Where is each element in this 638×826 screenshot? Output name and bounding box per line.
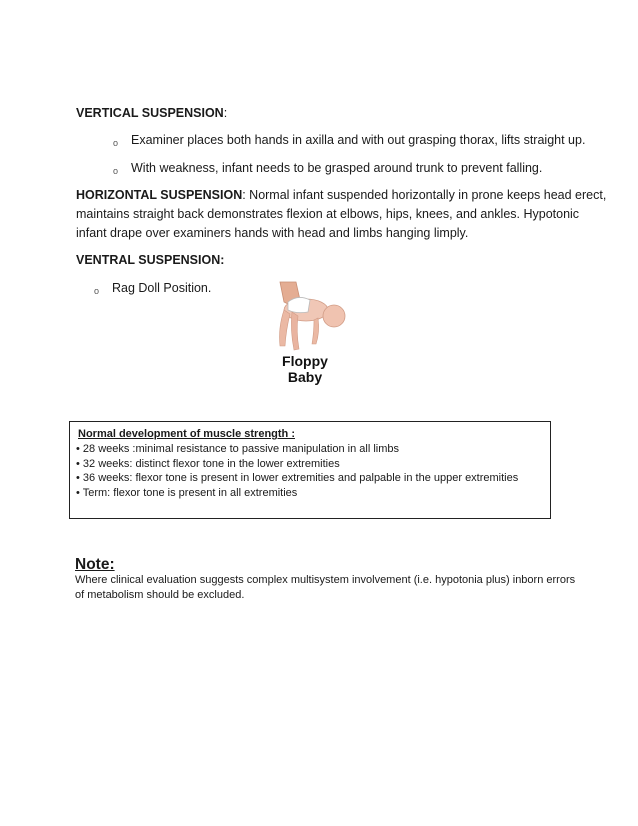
bullet-circle-icon: o — [94, 286, 100, 296]
horizontal-text-line-3: infant drape over examiners hands with head and limbs hanging limply. — [76, 226, 469, 240]
muscle-box-list — [76, 442, 546, 500]
list-item: • 28 weeks :minimal resistance to passive manipulation in all limbs — [76, 443, 399, 455]
floppy-baby-figure — [262, 280, 348, 390]
list-item: • 36 weeks: flexor tone is present in lower extremities and palpable in the upper extremities — [76, 472, 519, 484]
vertical-suspension-title — [76, 104, 227, 123]
horizontal-suspension-paragraph — [76, 186, 607, 243]
vertical-suspension-heading: VERTICAL SUSPENSION — [76, 106, 224, 120]
bullet-circle-icon: o — [113, 166, 119, 176]
vertical-bullet-1: Examiner places both hands in axilla and with out grasping thorax, lifts straight up. — [131, 133, 586, 147]
ventral-bullet-1: Rag Doll Position. — [112, 281, 212, 295]
list-item: • 32 weeks: distinct flexor tone in the lower extremities — [76, 457, 340, 470]
list-item: • Term: flexor tone is present in all extremities — [76, 486, 298, 499]
note-line-1: Where clinical evaluation suggests complex multisystem involvement (i.e. hypotonia plus) inborn errors — [75, 574, 576, 586]
horizontal-text-line-1: : Normal infant suspended horizontally in prone keeps head erect, — [242, 188, 607, 202]
vertical-suspension-colon: : — [223, 106, 228, 120]
figure-caption-line-1: Floppy — [282, 353, 328, 369]
horizontal-text-line-2: maintains straight back demonstrates flexion at elbows, hips, knees, and ankles. Hypotonic — [76, 207, 580, 221]
note-heading: Note: — [75, 556, 115, 573]
ventral-suspension-heading: VENTRAL SUSPENSION: — [76, 253, 225, 267]
horizontal-suspension-heading: HORIZONTAL SUSPENSION — [76, 188, 243, 202]
note-line-2: of metabolism should be excluded. — [75, 589, 245, 601]
figure-caption-line-2: Baby — [287, 369, 323, 385]
vertical-bullet-2: With weakness, infant needs to be grasped around trunk to prevent falling. — [131, 161, 543, 175]
note-text — [75, 573, 575, 603]
bullet-circle-icon: o — [113, 138, 119, 148]
floppy-baby-illustration — [262, 280, 348, 360]
muscle-box-title: Normal development of muscle strength : — [78, 428, 295, 440]
muscle-strength-box — [69, 421, 551, 519]
